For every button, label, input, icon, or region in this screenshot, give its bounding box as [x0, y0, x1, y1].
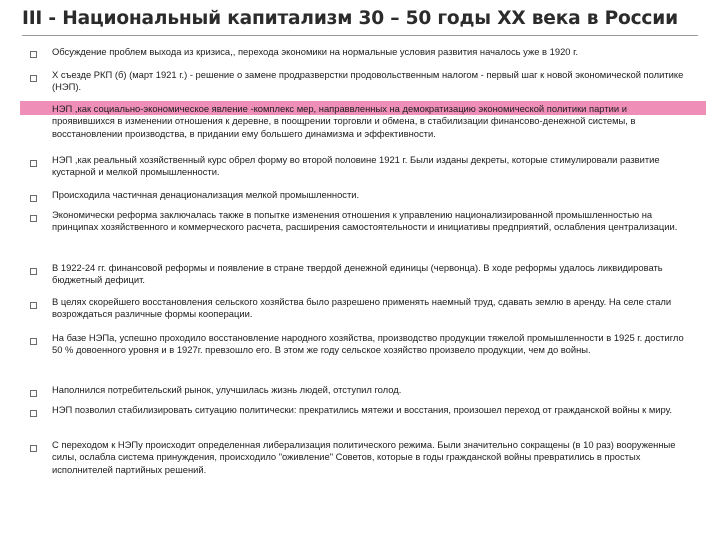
square-bullet-icon [30, 75, 37, 82]
list-item-text: С переходом к НЭПу происходит определенная либерализация политического режима. Были значительно сокращены (в 10 раз) вооруженные силы, ослабла система принуждения, происходило "оживление" Советов, которые в годы гражданской войны превратились в простых исполнителей партийных решений. [52, 439, 676, 475]
list-item-text: НЭП ,как реальный хозяйственный курс обрел форму во второй половине 1921 г. Были изданы декреты, которые стимулировали развитие кустарной и мелкой промышленности. [52, 154, 660, 178]
square-bullet-icon [30, 160, 37, 167]
list-item-text: Происходила частичная денационализация мелкой промышленности. [52, 189, 360, 200]
list-item-text: В целях скорейшего восстановления сельского хозяйства было разрешено применять наемный труд, сдавать землю в аренду. На селе стали возрождаться различные формы кооперации. [52, 296, 672, 320]
list-item-text: X съезде РКП (б) (март 1921 г.) - решение о замене продразверстки продовольственным налогом - первый шаг к новой экономической политике (НЭП). [52, 69, 684, 93]
list-item-text: Экономически реформа заключалась также в попытке изменения отношения к управлению национализированной промышленностью на принципах хозяйственного и коммерческого расчета, расширения самостоятельности и инициативы предприятий, ослабления централизации. [52, 209, 678, 233]
page-title: III - Национальный капитализм 30 – 50 годы XX века в России [22, 8, 678, 29]
list-item-text: В 1922-24 гг. финансовой реформы и появление в стране твердой денежной единицы (червонца). В ходе реформы удалось ликвидировать бюджетный дефицит. [52, 262, 663, 286]
square-bullet-icon [30, 410, 37, 417]
list-item-text: НЭП ,как социально-экономическое явление -комплекс мер, направвленных на демократизацию экономической политики партии и проявившихся в изменении отношения к деревне, в поощрении торговли и обмена, в стабилизации финансово-денежной системы, в восстановлении производства, в придании ему большего динамизма и эффективности. [52, 103, 636, 139]
square-bullet-icon [30, 445, 37, 452]
square-bullet-icon [30, 390, 37, 397]
list-item-text: На базе НЭПа, успешно проходило восстановление народного хозяйства, производство продукции тяжелой промышленности в 1925 г. достигло 50 % довоенного уровня и в 1927г. превзошло его. В этом же году сельское хозяйство произвело продукции, чем до войны. [52, 332, 684, 356]
square-bullet-icon [30, 51, 37, 58]
square-bullet-icon [30, 268, 37, 275]
square-bullet-icon [30, 338, 37, 345]
list-item-text: Обсуждение проблем выхода из кризиса,, перехода экономики на нормальные условия развития началось уже в 1920 г. [52, 46, 578, 57]
list-item-text: Наполнился потребительский рынок, улучшилась жизнь людей, отступил голод. [52, 384, 402, 395]
square-bullet-icon [30, 195, 37, 202]
list-item-text: НЭП позволил стабилизировать ситуацию политически: прекратились мятежи и восстания, произошел переход от гражданской войны к миру. [52, 404, 672, 415]
square-bullet-icon [30, 215, 37, 222]
square-bullet-icon [30, 302, 37, 309]
